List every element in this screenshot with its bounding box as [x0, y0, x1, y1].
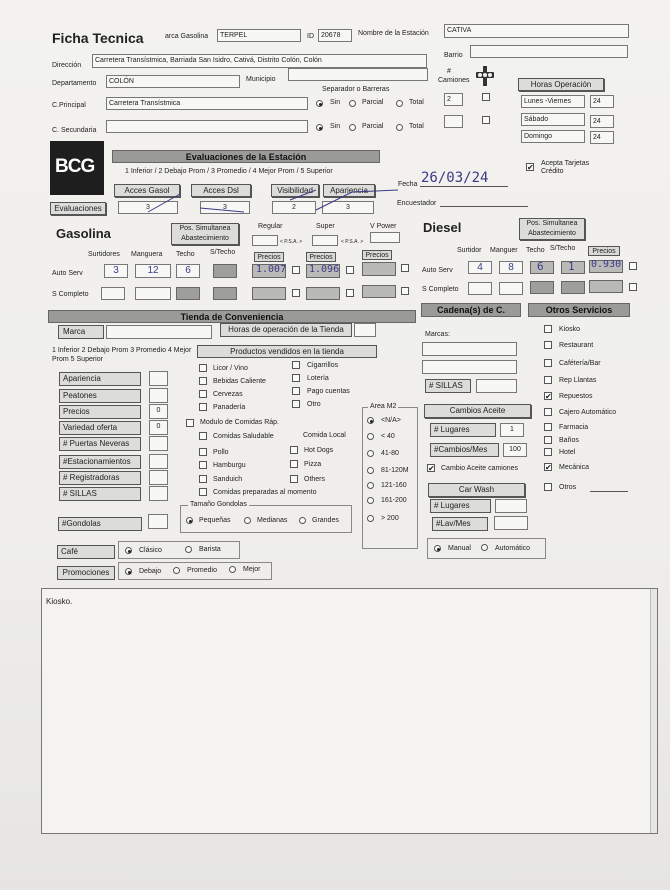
area-label: Area M2	[370, 403, 397, 410]
promo-debajo-radio[interactable]	[125, 568, 132, 575]
tienda-rating-value[interactable]	[149, 436, 168, 451]
diesel-precio-value: 0.930	[591, 259, 622, 270]
gasolina-pos-button[interactable]: Pos. Simultanea Abastecimiento	[171, 223, 239, 245]
gas-scompleto-precio-super[interactable]	[306, 287, 340, 300]
gas-autoserv-label: Auto Serv	[52, 270, 83, 277]
diesel-scompleto-precio[interactable]	[589, 280, 623, 293]
product-checkbox[interactable]	[199, 390, 207, 398]
diesel-autoserv-label: Auto Serv	[422, 267, 453, 274]
marca-field[interactable]: TERPEL	[217, 29, 301, 42]
camiones2-field[interactable]	[444, 115, 463, 128]
diesel-scompleto-checkbox[interactable]	[629, 283, 637, 291]
diesel-scompleto-techo[interactable]	[530, 281, 554, 294]
gas-scompleto-surtidores[interactable]	[101, 287, 125, 300]
notes-text: Kiosko.	[46, 597, 73, 606]
product-label: Pago cuentas	[307, 388, 350, 395]
otros-servicio-checkbox[interactable]	[544, 376, 552, 384]
product-checkbox[interactable]	[292, 361, 300, 369]
area-option-label: 81-120M	[381, 467, 409, 474]
product-label: Cervezas	[213, 391, 243, 398]
diesel-header-stecho: S/Techo	[550, 245, 576, 252]
cafe-button[interactable]: Café	[57, 545, 115, 559]
precio-vpower-checkbox[interactable]	[401, 264, 409, 272]
lav-mes-field[interactable]	[494, 516, 528, 530]
gas-header-techo: Techo	[176, 251, 195, 258]
apariencia-button[interactable]: Apariencia	[323, 184, 375, 197]
form-title: Ficha Tecnica	[52, 30, 144, 46]
cafe-group	[118, 541, 240, 559]
evaluaciones-scale: 1 Inferior / 2 Debajo Prom / 3 Promedio / 4 Mejor Prom / 5 Superior	[125, 168, 333, 175]
diesel-header-surtidor: Surtidor	[457, 247, 482, 254]
csecundaria-field[interactable]	[106, 120, 308, 133]
lav-mes-button[interactable]: #Lav/Mes	[432, 517, 488, 531]
hours-value-saturday[interactable]: 24	[590, 115, 614, 128]
otros-servicio-label: Rep Llantas	[559, 377, 597, 384]
comida-local-label: Comida Local	[303, 432, 346, 439]
otros-bar: Otros Servicios	[528, 303, 630, 317]
regular-psa-label: < P.S.A. >	[280, 239, 303, 245]
area-option-label: 41-80	[381, 450, 399, 457]
wash-automatico-label: Automático	[495, 545, 531, 552]
cadena-bar: Cadena(s) de C.	[421, 303, 521, 317]
marcas-label: Marcas:	[425, 331, 450, 338]
departamento-label: Departamento	[52, 80, 97, 87]
comida-checkbox[interactable]	[199, 488, 207, 496]
precio-regular-header: Precios	[254, 252, 284, 262]
otros-servicio-checkbox[interactable]	[544, 408, 552, 416]
separador1-parcial-label: Parcial	[362, 99, 384, 106]
otros-servicio-checkbox[interactable]	[544, 423, 552, 431]
diesel-surtidor-value[interactable]: 4	[468, 261, 492, 274]
separador2-parcial-label: Parcial	[362, 123, 384, 130]
tienda-rating-label[interactable]: # Registradoras	[59, 471, 141, 485]
carwash-lugares-button[interactable]: # Lugares	[430, 499, 491, 513]
tamano-radio[interactable]	[299, 517, 306, 524]
area-radio[interactable]	[367, 515, 374, 522]
otros-servicio-label: Restaurant	[559, 342, 594, 349]
wash-manual-radio[interactable]	[434, 545, 441, 552]
vpower-psa-field[interactable]	[370, 232, 400, 243]
tamano-label: Tamaño Gondolas	[190, 501, 247, 508]
visibilidad-value[interactable]: 2	[272, 201, 316, 214]
comida-label: Pizza	[304, 461, 322, 468]
id-label: ID	[307, 33, 314, 40]
wash-automatico-radio[interactable]	[481, 544, 488, 551]
separador2-total-label: Total	[409, 123, 424, 130]
separador1-sin-label: Sin	[330, 99, 341, 106]
tienda-rating-label[interactable]: # SILLAS	[59, 487, 141, 501]
notes-area[interactable]	[41, 588, 658, 834]
area-option-label: 161-200	[381, 497, 407, 504]
tienda-rating-label[interactable]: Precios	[59, 405, 141, 419]
precio-super-value: 1.096	[309, 264, 340, 275]
otros-servicio-label: Hotel	[559, 449, 576, 456]
otros-servicio-checkbox[interactable]	[544, 448, 552, 456]
separador2-sin-radio[interactable]	[316, 124, 323, 131]
separador1-sin-radio[interactable]	[316, 100, 323, 107]
product-label: Bebidas Caliente	[213, 378, 266, 385]
diesel-scompleto-label: S Completo	[422, 286, 459, 293]
tienda-scale: 1 Inferior 2 Debajo Prom 3 Promedio 4 Mejor Prom 5 Superior	[52, 347, 192, 363]
product-label: Cigarrillos	[307, 362, 339, 369]
promo-mejor-radio[interactable]	[229, 566, 236, 573]
wash-manual-label: Manual	[448, 545, 471, 552]
precio-regular-value: 1.007	[256, 264, 287, 275]
diesel-scompleto-stecho[interactable]	[561, 281, 585, 294]
area-option-label: < 40	[381, 433, 395, 440]
gondolas-button[interactable]: #Gondolas	[58, 517, 142, 531]
product-label: Panadería	[213, 404, 246, 411]
area-option-label: 121-160	[381, 482, 407, 489]
hours-day-saturday: Sábado	[521, 113, 585, 126]
separador1-total-radio[interactable]	[396, 100, 403, 107]
gas-header-surtidores: Surtidores	[88, 251, 120, 258]
tarjetas-label: Acepta Tarjetas Crédito	[541, 160, 590, 175]
direccion-label: Dirección	[52, 62, 82, 69]
tienda-rating-value[interactable]	[149, 388, 168, 403]
marcas-field-2[interactable]	[422, 360, 517, 374]
super-label: Super	[316, 223, 335, 230]
tienda-rating-label[interactable]: #Estacionamientos	[59, 455, 141, 469]
evaluaciones-button[interactable]: Evaluaciones	[50, 202, 106, 215]
diesel-techo-value: 6	[537, 260, 544, 273]
car-wash-button[interactable]: Car Wash	[428, 483, 525, 497]
diesel-title: Diesel	[423, 220, 462, 235]
otros-servicio-checkbox[interactable]	[544, 392, 552, 400]
tienda-marca-button[interactable]: Marca	[58, 325, 104, 339]
tienda-rating-label[interactable]: Apariencia	[59, 372, 141, 386]
camiones-label: # Camiones	[438, 68, 470, 84]
comida-checkbox[interactable]	[199, 475, 207, 483]
gas-scompleto-techo[interactable]	[176, 287, 200, 300]
product-checkbox[interactable]	[292, 374, 300, 382]
camiones-field[interactable]: 2	[444, 93, 463, 106]
cambio-camiones-label: Cambio Aceite camiones	[441, 465, 519, 472]
otros-servicio-label: Cajero Automático	[559, 409, 617, 416]
area-option-label: > 200	[381, 515, 399, 522]
tienda-rating-value[interactable]	[149, 486, 168, 501]
promociones-button[interactable]: Promociones	[57, 566, 115, 580]
area-radio[interactable]	[367, 482, 374, 489]
csecundaria-label: C. Secundaria	[52, 127, 97, 134]
promo-mejor-label: Mejor	[243, 566, 261, 573]
diesel-manguer-value[interactable]: 8	[499, 261, 523, 274]
comida-label: Hot Dogs	[304, 447, 334, 454]
cprincipal-field[interactable]: Carretera Transístmica	[106, 97, 308, 110]
encuestador-line	[440, 206, 528, 207]
comida-label: Pollo	[213, 449, 229, 456]
acces-gasol-button[interactable]: Acces Gasol	[114, 184, 180, 197]
super-psa-field[interactable]	[312, 235, 338, 246]
precio-regular-checkbox[interactable]	[292, 266, 300, 274]
otros-servicio-label: Farmacia	[559, 424, 589, 431]
cafe-barista-label: Barista	[199, 546, 221, 553]
tamano-radio[interactable]	[186, 517, 193, 524]
cambio-camiones-checkbox[interactable]	[427, 464, 435, 472]
gasolina-title: Gasolina	[56, 226, 111, 241]
separador2-sin-label: Sin	[330, 123, 341, 130]
otros-servicio-checkbox[interactable]	[544, 325, 552, 333]
otros-servicio-label: Cafétería/Bar	[559, 360, 601, 367]
marca-label: arca Gasolina	[165, 33, 209, 40]
diesel-stecho-value: 1	[568, 260, 575, 273]
otros-servicio-checkbox[interactable]	[544, 359, 552, 367]
separador1-total-label: Total	[409, 99, 424, 106]
precio-vpower-header: Precios	[362, 250, 392, 260]
bcg-logo-text: BCG	[55, 156, 95, 177]
gas-surtidores-value[interactable]: 3	[104, 264, 128, 278]
pen-marks	[140, 186, 400, 216]
cambios-mes-value[interactable]: 100	[503, 443, 527, 457]
area-radio[interactable]	[367, 497, 374, 504]
carwash-lugares-field[interactable]	[495, 499, 527, 513]
product-checkbox[interactable]	[199, 377, 207, 385]
barrio-label: Barrio	[444, 52, 463, 59]
otros-servicio-label: Otros	[559, 484, 577, 491]
regular-label: Regular	[258, 223, 283, 230]
gas-scompleto-super-checkbox[interactable]	[346, 289, 354, 297]
comida-checkbox[interactable]	[199, 448, 207, 456]
visibilidad-button[interactable]: Visibilidad	[271, 184, 319, 197]
diesel-precio-checkbox[interactable]	[629, 262, 637, 270]
diesel-pos-button[interactable]: Pos. Simultanea Abastecimiento	[519, 218, 585, 240]
area-radio[interactable]	[367, 450, 374, 457]
precio-super-checkbox[interactable]	[346, 266, 354, 274]
separador2-parcial-radio[interactable]	[349, 124, 356, 131]
gas-manguera-value[interactable]: 12	[135, 264, 171, 278]
diesel-precios-header: Precios	[588, 246, 620, 256]
product-label: Otro	[307, 401, 321, 408]
otros-servicio-label: Baños	[559, 437, 579, 444]
diesel-header-manguer: Manguer	[490, 247, 518, 254]
tamano-radio[interactable]	[244, 517, 251, 524]
comida-label: Comidas Saludable	[213, 433, 274, 440]
hours-day-sunday: Domingo	[521, 130, 585, 143]
tamano-option-label: Medianas	[257, 517, 288, 524]
product-checkbox[interactable]	[199, 364, 207, 372]
tienda-rating-value[interactable]	[149, 371, 168, 386]
direccion-field[interactable]: Carretera Transístmica, Barriada San Isidro, Cativá, Distrito Colón, Colón	[92, 54, 427, 68]
comida-checkbox[interactable]	[199, 432, 207, 440]
gas-techo-value[interactable]: 6	[176, 264, 200, 278]
cadena-sillas-button[interactable]: # SILLAS	[425, 379, 471, 393]
otros-servicio-label: Kiosko	[559, 326, 581, 333]
modulo-comidas-checkbox[interactable]	[186, 419, 194, 427]
tienda-rating-value[interactable]: 0	[149, 420, 168, 435]
hours-value-weekday[interactable]: 24	[590, 95, 614, 108]
comida-label: Sanduich	[213, 476, 243, 483]
gas-scompleto-precio-regular[interactable]	[252, 287, 286, 300]
comida-checkbox[interactable]	[199, 461, 207, 469]
gas-header-manguera: Manguera	[131, 251, 163, 258]
comida-label: Comidas preparadas al momento	[213, 489, 317, 496]
regular-psa-field[interactable]	[252, 235, 278, 246]
hours-value-sunday[interactable]: 24	[590, 131, 614, 144]
tienda-rating-label[interactable]: Peatones	[59, 389, 141, 403]
tamano-option-label: Pequeñas	[199, 517, 231, 524]
otros-servicio-checkbox[interactable]	[544, 483, 552, 491]
tienda-horas-button[interactable]: Horas de operación de la Tienda	[220, 323, 352, 337]
tienda-rating-label[interactable]: Variedad oferta	[59, 421, 141, 435]
gas-scompleto-manguera[interactable]	[135, 287, 171, 300]
municipio-label: Municipio	[246, 76, 276, 83]
tarjetas-checkbox[interactable]	[526, 163, 534, 171]
comida-checkbox[interactable]	[290, 475, 298, 483]
otros-servicio-checkbox[interactable]	[544, 341, 552, 349]
cafe-barista-radio[interactable]	[185, 546, 192, 553]
modulo-comidas-label: Modulo de Comidas Ráp.	[200, 419, 279, 426]
vpower-label: V Power	[370, 223, 397, 230]
fecha-label: Fecha	[398, 181, 418, 188]
tienda-bar: Tienda de Conveniencia	[48, 310, 416, 323]
tienda-marca-field[interactable]	[106, 325, 212, 339]
otros-servicio-checkbox[interactable]	[544, 436, 552, 444]
product-label: Lotería	[307, 375, 329, 382]
diesel-header-techo: Techo	[526, 247, 545, 254]
comida-label: Others	[304, 476, 326, 483]
tienda-rating-value[interactable]	[149, 470, 168, 485]
evaluaciones-bar: Evaluaciones de la Estación	[112, 150, 380, 163]
area-radio[interactable]	[367, 467, 374, 474]
municipio-field[interactable]	[288, 68, 428, 81]
productos-button[interactable]: Productos vendidos en la tienda	[197, 345, 377, 358]
estacion-label: Nombre de la Estación	[358, 30, 429, 37]
gondolas-field[interactable]	[148, 514, 168, 529]
traffic-light-icon	[476, 66, 494, 91]
encuestador-label: Encuestador	[397, 200, 437, 207]
product-label: Licor / Vino	[213, 365, 248, 372]
gas-scompleto-vpower-checkbox[interactable]	[401, 287, 409, 295]
diesel-scompleto-surtidor[interactable]	[468, 282, 492, 295]
camiones2-checkbox[interactable]	[482, 116, 490, 124]
estacion-field[interactable]: CATIVA	[444, 24, 629, 38]
acces-dsl-button[interactable]: Acces Dsl	[191, 184, 251, 197]
notes-scrollbar[interactable]	[650, 589, 657, 833]
comida-label: Hamburgu	[213, 462, 246, 469]
aceite-lugares-value[interactable]: 1	[500, 423, 524, 437]
product-checkbox[interactable]	[199, 403, 207, 411]
promo-promedio-label: Promedio	[187, 567, 217, 574]
diesel-scompleto-manguer[interactable]	[499, 282, 523, 295]
area-radio[interactable]	[367, 433, 374, 440]
gas-scompleto-stecho[interactable]	[213, 287, 237, 300]
cprincipal-label: C.Principal	[52, 102, 86, 109]
horas-operacion-button[interactable]: Horas Operación	[518, 78, 604, 91]
gas-scompleto-regular-checkbox[interactable]	[292, 289, 300, 297]
separador-label: Separador o Barreras	[322, 86, 390, 93]
promo-promedio-radio[interactable]	[173, 567, 180, 574]
separador2-total-radio[interactable]	[396, 124, 403, 131]
product-checkbox[interactable]	[292, 387, 300, 395]
gas-scompleto-label: S Completo	[52, 291, 89, 298]
separador1-parcial-radio[interactable]	[349, 100, 356, 107]
fecha-value[interactable]: 26/03/24	[421, 170, 489, 186]
cambios-aceite-button[interactable]: Cambios Aceite	[424, 404, 531, 418]
otros-underline	[590, 491, 628, 492]
tienda-rating-value[interactable]: 0	[149, 404, 168, 419]
cafe-clasico-label: Clásico	[139, 547, 162, 554]
comida-checkbox[interactable]	[290, 446, 298, 454]
acces-dsl-value[interactable]: 3	[200, 201, 250, 214]
super-psa-label: < P.S.A. >	[341, 239, 364, 245]
comida-checkbox[interactable]	[290, 460, 298, 468]
cambios-mes-button[interactable]: #Cambios/Mes	[430, 443, 499, 457]
hours-day-weekday: Lunes -Viernes	[521, 95, 585, 108]
marcas-field-1[interactable]	[422, 342, 517, 356]
id-field[interactable]: 20678	[318, 29, 352, 42]
gas-stecho-value[interactable]	[213, 264, 237, 278]
acces-gasol-value[interactable]: 3	[118, 201, 178, 214]
tienda-horas-field[interactable]	[354, 323, 376, 337]
tienda-rating-label[interactable]: # Puertas Neveras	[59, 437, 141, 451]
departamento-field[interactable]: COLÓN	[106, 75, 240, 88]
otros-servicio-label: Mecánica	[559, 464, 589, 471]
area-group	[362, 407, 418, 549]
product-checkbox[interactable]	[292, 400, 300, 408]
promo-debajo-label: Debajo	[139, 568, 162, 575]
cadena-sillas-field[interactable]	[476, 379, 517, 393]
gas-header-stecho: S/Techo	[210, 249, 236, 256]
precio-super-header: Precios	[306, 252, 336, 262]
otros-servicio-checkbox[interactable]	[544, 463, 552, 471]
gas-scompleto-precio-vpower[interactable]	[362, 285, 396, 298]
area-radio[interactable]	[367, 417, 374, 424]
area-option-label: <N/A>	[381, 417, 401, 424]
cafe-clasico-radio[interactable]	[125, 547, 132, 554]
barrio-field[interactable]	[470, 45, 628, 58]
fecha-underline	[420, 186, 508, 187]
tamano-option-label: Grandes	[312, 517, 339, 524]
tienda-rating-value[interactable]	[149, 454, 168, 469]
apariencia-value[interactable]: 3	[322, 201, 374, 214]
precio-vpower-field[interactable]	[362, 262, 396, 276]
aceite-lugares-button[interactable]: # Lugares	[430, 423, 496, 437]
otros-servicio-label: Repuestos	[559, 393, 593, 400]
camiones-checkbox[interactable]	[482, 93, 490, 101]
